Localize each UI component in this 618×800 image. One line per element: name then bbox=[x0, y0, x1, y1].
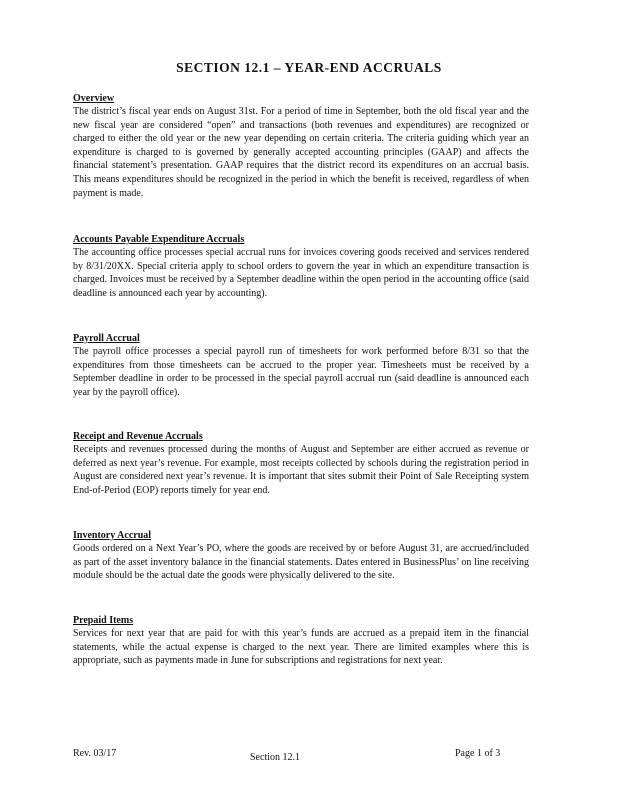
section-heading: Payroll Accrual bbox=[73, 333, 140, 344]
section-heading: Prepaid Items bbox=[73, 615, 134, 626]
section-body: Receipts and revenues processed during the months of August and September are either accrued as revenue or deferred as next year’s revenue. For example, most receipts collected by schools during the registration period in August are considered next year’s revenue. It is important that sites submit their Point of Sale Receipting system End-of-Period (EOP) reports timely for year end. bbox=[73, 444, 529, 496]
section-body: Services for next year that are paid for with this year’s funds are accrued as a prepaid item in the financial statements, while the actual expense is charged to the next year. There are limited examples where this is appropriate, such as payments made in June for subscriptions and registrations for next year. bbox=[73, 628, 529, 667]
footer-section: Section 12.1 bbox=[250, 752, 300, 763]
footer-page-number: Page 1 of 3 bbox=[455, 748, 501, 759]
section-prepaid bbox=[73, 615, 529, 668]
section-inventory bbox=[73, 530, 529, 583]
section-body: The payroll office processes a special payroll run of timesheets for work performed before 8/31 so that the expenditures from those timesheets can be accrued to the proper year. Timesheets must be received by a September deadline in order to be processed in the special payroll accrual run (said deadline is announced each year by the payroll office). bbox=[73, 346, 529, 398]
page-title: SECTION 12.1 – YEAR-END ACCRUALS bbox=[176, 60, 442, 75]
section-payroll bbox=[73, 333, 529, 399]
section-accounts-payable bbox=[73, 234, 529, 300]
section-receipt-revenue bbox=[73, 431, 529, 497]
section-body: Goods ordered on a Next Year’s PO, where the goods are received by or before August 31, are accrued/included as part of the asset inventory balance in the financial statements. Dates entered in BusinessPlus’ on line receiving module should be the actual date the goods were physically delivered to the site. bbox=[73, 543, 529, 582]
section-body: The accounting office processes special accrual runs for invoices covering goods received and services rendered by 8/31/20XX. Special criteria apply to school orders to govern the year in which an expenditure transaction is charged. Invoices must be received by a September deadline within the open period in the accounting office (said deadline is announced each year by accounting). bbox=[73, 247, 529, 299]
section-body: The district’s fiscal year ends on August 31st. For a period of time in September, both the old fiscal year and the new fiscal year are considered “open” and transactions (both revenues and expenditures) are recognized or charged to either the old year or the new year depending on certain criteria. The criteria guiding which year an expenditure is charged to is governed by generally accepted accounting principles (GAAP) and affects the financial statement’s presentation. GAAP requires that the district record its expenditures on an accrual basis. This means expenditures should be recognized in the period in which the benefit is received, regardless of when payment is made. bbox=[73, 106, 529, 199]
section-overview bbox=[73, 93, 529, 200]
footer-revision: Rev. 03/17 bbox=[73, 748, 117, 759]
section-heading: Receipt and Revenue Accruals bbox=[73, 431, 203, 442]
section-heading: Inventory Accrual bbox=[73, 530, 152, 541]
section-heading: Accounts Payable Expenditure Accruals bbox=[73, 234, 245, 245]
section-heading: Overview bbox=[73, 93, 115, 104]
